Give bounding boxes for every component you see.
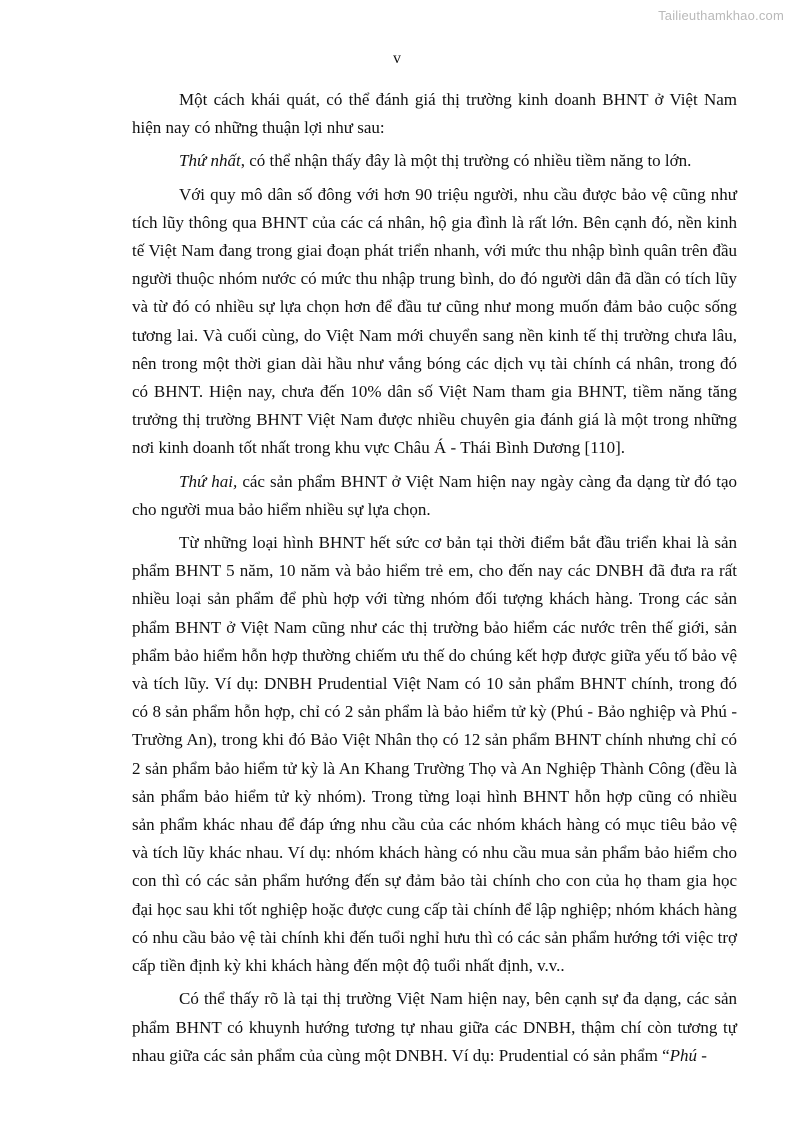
page-number: v: [393, 50, 401, 67]
paragraph-first-point: [132, 147, 737, 175]
watermark-text: Tailieuthamkhao.com: [658, 8, 784, 23]
paragraph-text: Với quy mô dân số đông với hơn 90 triệu người, nhu cầu được bảo vệ cũng như tích lũy thông qua BHNT của các cá nhân, hộ gia đình là rất lớn. Bên cạnh đó, nền kinh tế Việt Nam đang trong giai đoạn phát triển nhanh, với mức thu nhập bình quân trên đầu người thuộc nhóm nước có mức thu nhập trung bình, do đó người dân đã dần có tích lũy và từ đó có nhiều sự lựa chọn hơn để đầu tư cũng như mong muốn đảm bảo cuộc sống tương lai. Và cuối cùng, do Việt Nam mới chuyển sang nền kinh tế thị trường chưa lâu, nên trong một thời gian dài hầu như vắng bóng các dịch vụ tài chính cá nhân, trong đó có BHNT. Hiện nay, chưa đến 10% dân số Việt Nam tham gia BHNT, tiềm năng tăng trưởng thị trường BHNT Việt Nam được nhiều chuyên gia đánh giá là một trong những nơi kinh doanh tốt nhất trong khu vực Châu Á - Thái Bình Dương [110].: [132, 184, 737, 458]
document-body: [132, 86, 737, 1070]
paragraph-text: Một cách khái quát, có thể đánh giá thị trường kinh doanh BHNT ở Việt Nam hiện nay có những thuận lợi như sau:: [132, 90, 737, 138]
paragraph-text: Có thể thấy rõ là tại thị trường Việt Nam hiện nay, bên cạnh sự đa dạng, các sản phẩm BHNT có khuynh hướng tương tự nhau giữa các DNBH, thậm chí còn tương tự nhau giữa các sản phẩm của cùng một DNBH. Ví dụ: Prudential có sản phẩm “: [132, 989, 737, 1065]
paragraph-product-diversity: [132, 529, 737, 980]
paragraph-text: , có thể nhận thấy đây là một thị trường có nhiều tiềm năng to lớn.: [240, 151, 692, 171]
paragraph-lead-italic: Thứ hai,: [179, 471, 238, 491]
paragraph-intro: [132, 86, 737, 142]
paragraph-text: Từ những loại hình BHNT hết sức cơ bản tại thời điểm bắt đầu triển khai là sản phẩm BHNT 5 năm, 10 năm và bảo hiểm trẻ em, cho đến nay các DNBH đã đưa ra rất nhiều loại sản phẩm để phù hợp với từng nhóm đối tượng khách hàng. Trong các sản phẩm BHNT ở Việt Nam cũng như các thị trường bảo hiểm các nước trên thế giới, sản phẩm bảo hiểm hỗn hợp thường chiếm ưu thế do chúng kết hợp được giữa yếu tố bảo vệ và tích lũy. Ví dụ: DNBH Prudential Việt Nam có 10 sản phẩm BHNT chính, trong đó có 8 sản phẩm hỗn hợp, chỉ có 2 sản phẩm là bảo hiểm tử kỳ (Phú - Bảo nghiệp và Phú - Trường An), trong khi đó Bảo Việt Nhân thọ có 12 sản phẩm BHNT chính nhưng chỉ có 2 sản phẩm bảo hiểm tử kỳ là An Khang Trường Thọ và An Nghiệp Thành Công (đều là sản phẩm bảo hiểm tử kỳ nhóm). Trong từng loại hình BHNT hỗn hợp cũng có nhiều sản phẩm khác nhau để đáp ứng nhu cầu của các nhóm khách hàng có mục tiêu bảo vệ và tích lũy khác nhau. Ví dụ: nhóm khách hàng có nhu cầu mua sản phẩm bảo hiểm cho con thì có các sản phẩm hướng đến sự đảm bảo tài chính cho con của họ tham gia học đại học sau khi tốt nghiệp hoặc được cung cấp tài chính để lập nghiệp; nhóm khách hàng có nhu cầu bảo vệ tài chính khi đến tuổi nghỉ hưu thì có các sản phẩm hướng tới việc trợ cấp tiền định kỳ khi khách hàng đến một độ tuổi nhất định, v.v..: [132, 533, 737, 976]
paragraph-second-point: [132, 468, 737, 524]
paragraph-text: các sản phẩm BHNT ở Việt Nam hiện nay ngày càng đa dạng từ đó tạo cho người mua bảo hiểm nhiều sự lựa chọn.: [132, 471, 737, 519]
paragraph-product-similarity: [132, 985, 737, 1070]
paragraph-tail-italic: Phú -: [669, 1045, 707, 1065]
paragraph-population-potential: [132, 181, 737, 463]
paragraph-lead-italic: Thứ nhất: [179, 151, 241, 171]
